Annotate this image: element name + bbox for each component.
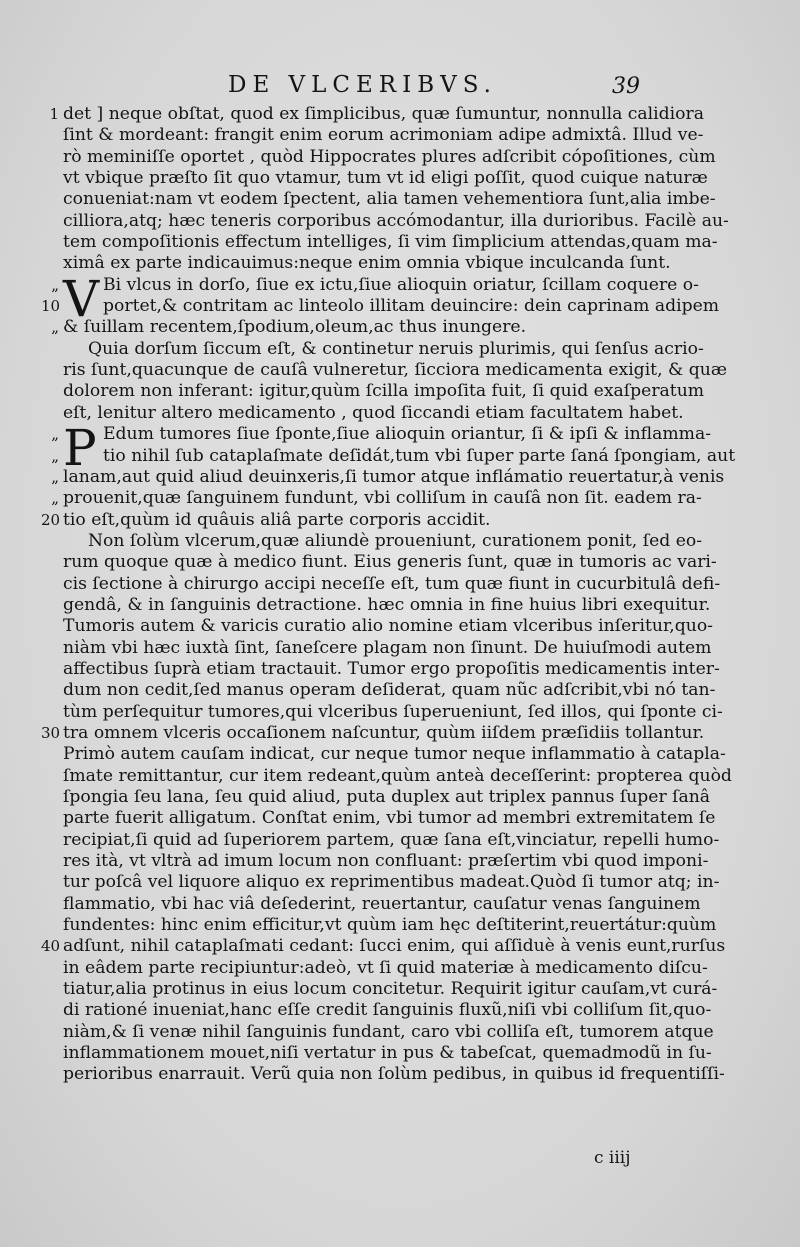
drop-cap: P: [63, 419, 97, 478]
margin-marker: „: [51, 489, 59, 508]
line-text: conueniat:nam vt eodem ſpectent, alia tamen vehementiora ſunt,alia imbe-: [63, 189, 716, 210]
line-text: Edum tumores ſiue ſponte,ſiue alioquin oriantur, ſi & ipſi & inflamma-: [103, 424, 712, 445]
line-text: eſt, lenitur altero medicamento , quod ſiccandi etiam facultatem habet.: [63, 402, 684, 423]
line-text: Non ſolùm vlcerum,quæ aliundè proueniunt, curationem ponit, ſed eo-: [88, 530, 703, 551]
page-footer: [0, 1148, 800, 1174]
text-line: [63, 893, 701, 915]
line-text: Quia dorſum ſiccum eſt, & continetur neruis plurimis, qui ſenſus acrio-: [88, 338, 704, 359]
line-text: ximâ ex parte indicauimus:neque enim omnia vbique inculcanda ſunt.: [63, 253, 671, 274]
line-text: gendâ, & in ſanguinis detractione. hæc omnia in fine huius libri exequitur.: [63, 594, 711, 615]
text-line: [63, 765, 732, 787]
line-text: ſpongia ſeu lana, ſeu quid aliud, puta duplex aut triplex pannus ſuper ſanâ: [63, 787, 711, 807]
line-text: portet,& contritam ac linteolo illitam deuincire: dein caprinam adipem: [103, 296, 720, 317]
line-text: tra omnem vlceris occaſionem naſcuntur, quùm iiſdem præſidiis tollantur.: [63, 722, 705, 743]
drop-cap: V: [63, 269, 100, 328]
line-text: niàm vbi hæc iuxtà ſint, ſaneſcere plagam non ſinunt. De huiuſmodi autem: [63, 637, 712, 658]
text-line: [63, 403, 685, 424]
margin-marker: 40: [41, 937, 61, 956]
line-text: Bi vlcus in dorſo, ſiue ex ictu,ſiue alioquin oriatur, ſcillam coquere o-: [103, 274, 699, 295]
text-line: [51, 445, 736, 467]
margin-marker: „: [51, 467, 59, 486]
margin-marker: 30: [41, 723, 61, 742]
text-line: [63, 701, 723, 723]
margin-marker: 20: [41, 510, 61, 529]
text-line: [41, 936, 726, 957]
page-header: [0, 72, 800, 102]
text-line: [63, 210, 729, 232]
text-line: [63, 979, 718, 1000]
line-text: ſmate remittantur, cur item redeant,quùm anteà deceſſerint: propterea quòd: [63, 765, 732, 786]
text-line: [63, 253, 685, 274]
line-text: niàm,& ſi venæ nihil ſanguinis fundant, caro vbi colliſa eſt, tumorem atque: [63, 1021, 714, 1042]
line-text: det ] neque obſtat, quod ex ſimplicibus, quæ ſumuntur, nonnulla calidiora: [63, 104, 704, 124]
text-line: [63, 957, 708, 979]
text-line: [63, 530, 703, 552]
text-line: [63, 851, 709, 872]
text-line: [63, 680, 716, 701]
text-line: [63, 658, 720, 680]
line-text: tiatur,alia protinus in eius locum concitetur. Requirit igitur cauſam,vt curá-: [63, 979, 718, 1000]
margin-marker: „: [51, 446, 59, 465]
margin-marker: „: [51, 275, 59, 294]
text-line: [63, 338, 704, 360]
line-text: fundentes: hinc enim efficitur,vt quùm iam hęc deſtiterint,reuertátur:quùm: [63, 915, 717, 936]
text-line: [51, 317, 685, 338]
margin-marker: 10: [41, 297, 61, 316]
page-number: 39: [612, 74, 640, 99]
line-text: & ſuillam recentem,ſpodium,oleum,ac thus inungere.: [63, 317, 527, 338]
text-line: [63, 787, 711, 808]
text-line: [63, 381, 705, 402]
line-text: parte fuerit alligatum. Conſtat enim, vbi tumor ad membri extremitatem ſe: [63, 808, 716, 829]
line-text: ris ſunt,quacunque de cauſâ vulneretur, ſicciora medicamenta exigit, & quæ: [63, 360, 728, 381]
line-text: cilliora,atq; hæc teneris corporibus accómodantur, illa durioribus. Facilè au-: [63, 210, 729, 231]
line-text: rum quoque quæ à medico fiunt. Eius generis ſunt, quæ in tumoris ac vari-: [63, 552, 717, 573]
line-text: in eâdem parte recipiuntur:adeò, vt ſi quid materiæ à medicamento diſcu-: [63, 957, 708, 978]
text-line: [63, 168, 708, 189]
text-line: [63, 616, 713, 637]
line-text: ſint & mordeant: frangit enim eorum acrimoniam adipe admixtâ. Illud ve-: [63, 125, 704, 146]
text-line: [63, 189, 716, 210]
line-text: tur poſcâ vel liquore aliquo ex reprimentibus madeat.Quòd ſi tumor atq; in-: [63, 872, 720, 893]
text-line: [63, 1064, 725, 1085]
margin-marker: 1: [49, 105, 59, 123]
text-line: [63, 744, 726, 765]
line-text: tio nihil ſub cataplaſmate deſidát,tum vbi ſuper parte ſaná ſpongiam, aut: [103, 445, 736, 466]
line-text: tùm perſequitur tumores,qui vlceribus ſuperueniunt, ſed illos, qui ſponte ci-: [63, 701, 723, 722]
line-text: affectibus ſuprà etiam tractauit. Tumor ergo propoſitis medicamentis inter-: [63, 658, 720, 679]
signature-mark: c iiij: [594, 1148, 631, 1168]
line-text: cis ſectione à chirurgo accipi neceſſe eſt, tum quæ fiunt in cucurbitulâ defi-: [63, 573, 721, 594]
margin-marker: „: [51, 425, 59, 444]
line-text: dum non cedit,ſed manus operam deſiderat, quam nũc adſcribit,vbi nó tan-: [63, 680, 716, 701]
line-text: tem compoſitionis effectum intelliges, ſi vim ſimplicium attendas,quam ma-: [63, 232, 718, 253]
text-line: [41, 722, 705, 744]
text-line: [63, 146, 716, 168]
line-text: lanam,aut quid aliud deuinxeris,ſi tumor atque inflámatio reuertatur,à venis: [63, 466, 725, 487]
line-text: prouenit,quæ ſanguinem fundunt, vbi colliſum in cauſâ non ſit. eadem ra-: [63, 488, 702, 509]
text-line: [51, 466, 725, 488]
line-text: Tumoris autem & varicis curatio alio nomine etiam vlceribus inſeritur,quo-: [63, 616, 713, 637]
text-line: [63, 1043, 712, 1064]
text-line: [63, 872, 720, 893]
text-line: [63, 1000, 712, 1021]
text-line: [63, 594, 711, 616]
running-title: DE VLCERIBVS.: [228, 72, 497, 98]
text-line: [63, 232, 718, 253]
text-line: [63, 915, 717, 936]
line-text: tio eſt,quùm id quâuis aliâ parte corporis accidit.: [63, 509, 491, 530]
text-line: [41, 509, 685, 531]
text-line: [63, 573, 721, 595]
line-text: di rationé inueniat,hanc eſſe credit ſanguinis fluxũ,niſi vbi colliſum ſit,quo-: [63, 1000, 712, 1021]
text-line: [63, 125, 704, 146]
line-text: res ità, vt vltrà ad imum locum non confluant: præſertim vbi quod imponi-: [63, 851, 709, 872]
text-line: [63, 808, 716, 829]
line-text: Primò autem cauſam indicat, cur neque tumor neque inflammatio à catapla-: [63, 744, 726, 765]
text-line: [63, 829, 720, 851]
margin-marker: „: [51, 318, 59, 337]
text-line: [63, 637, 712, 659]
line-text: recipiat,ſi quid ad ſuperiorem partem, quæ ſana eſt,vinciatur, repelli humo-: [63, 829, 720, 850]
line-text: inflammationem mouet,niſi vertatur in pus & tabeſcat, quemadmodũ in ſu-: [63, 1043, 712, 1064]
text-line: [63, 360, 728, 381]
text-line: [49, 104, 704, 125]
line-text: rò meminiſſe oportet , quòd Hippocrates plures adſcribit cópoſitiones, cùm: [63, 146, 716, 167]
line-text: dolorem non inferant: igitur,quùm ſcilla impoſita fuit, ſi quid exaſperatum: [63, 381, 705, 402]
line-text: adſunt, nihil cataplaſmati cedant: ſucci enim, qui aſſiduè à venis eunt,rurſus: [63, 936, 726, 957]
text-line: [63, 552, 717, 573]
line-text: perioribus enarrauit. Verũ quia non ſolùm pedibus, in quibus id frequentiſſi-: [63, 1064, 725, 1085]
line-text: vt vbique præſto ſit quo vtamur, tum vt id eligi poſſit, quod cuique naturæ: [63, 168, 708, 189]
text-line: [51, 488, 702, 509]
text-line: [63, 1021, 714, 1043]
text-body: [41, 104, 736, 1086]
line-text: flammatio, vbi hac viâ deſederint, reuertantur, cauſatur venas ſanguinem: [63, 893, 701, 914]
text-line: [41, 296, 720, 317]
